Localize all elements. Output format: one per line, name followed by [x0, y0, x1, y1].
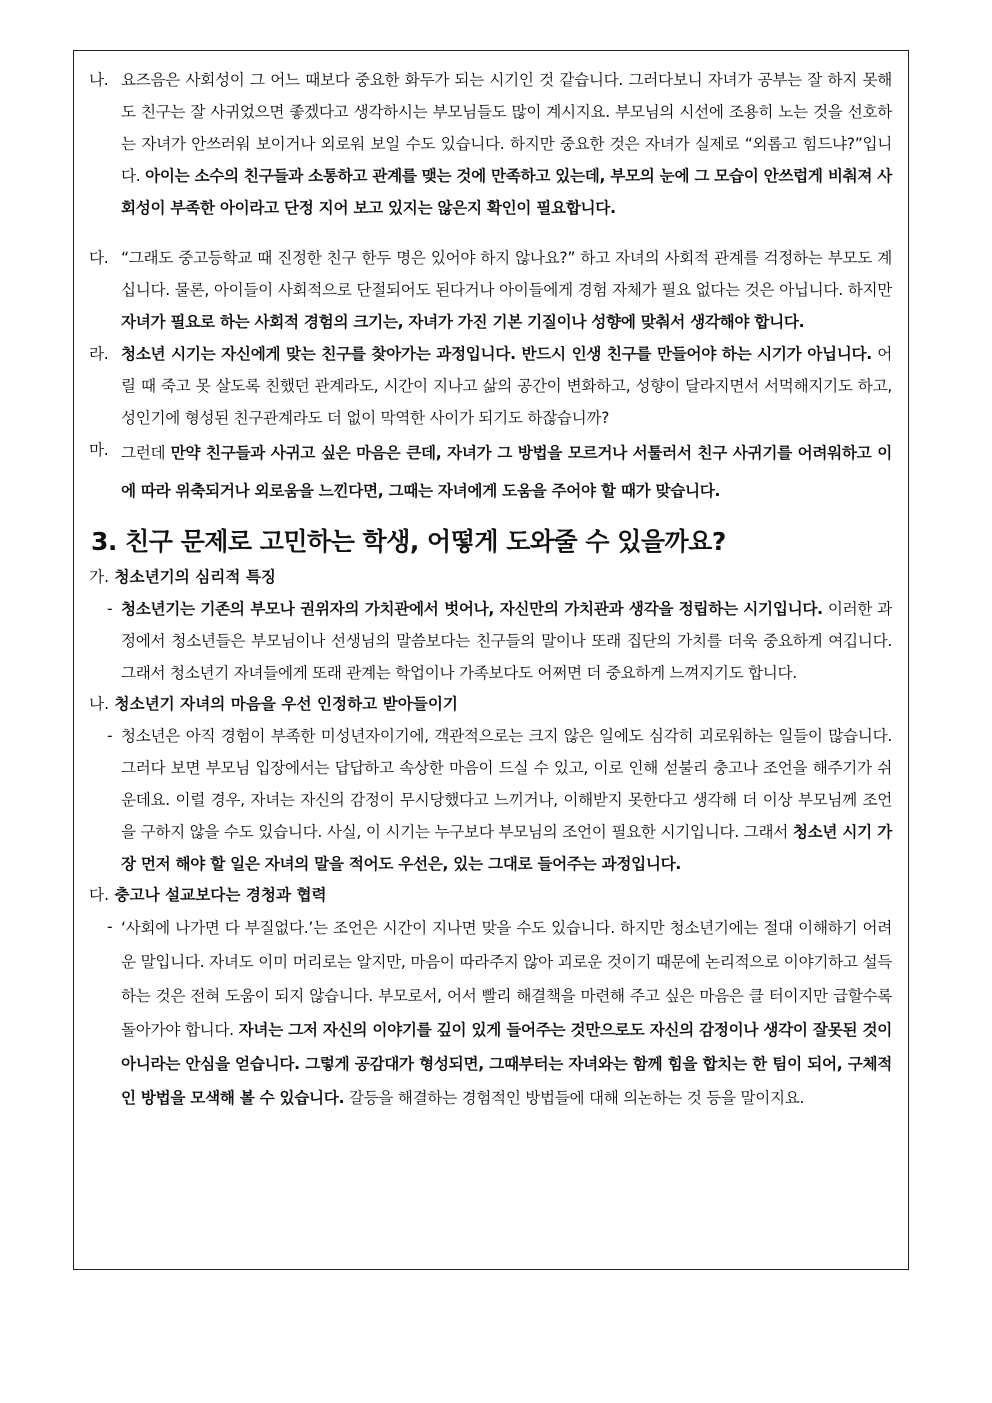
bullet-dash: -: [107, 600, 113, 618]
list-item-ma: [89, 434, 892, 510]
item-marker: 마.: [89, 441, 109, 459]
sub-heading-text: 충고나 설교보다는 경청과 협력: [114, 886, 327, 904]
bullet-emphasis: 청소년 시기 가장 먼저 해야 할 일은 자녀의 말을 적어도 우선은, 있는 그대로 들어주는 과정입니다.: [121, 823, 892, 873]
sub-heading-text: 청소년기 자녀의 마음을 우선 인정하고 받아들이기: [114, 695, 458, 713]
list-item-ra: [89, 338, 892, 434]
item-text: 그런데: [121, 444, 166, 462]
sub-marker: 나.: [89, 695, 110, 713]
bullet-emphasis: 자녀는 그저 자신의 이야기를 깊이 있게 들어주는 것만으로도 자신의 감정이나 생각이 잘못된 것이 아니라는 안심을 얻습니다. 그렇게 공감대가 형성되면, 그때부터는 자녀와는 함께 힘을 합치는 한 팀이 되어, 구체적인 방법을 모색해 볼 수 있습니다.: [121, 1021, 892, 1107]
item-marker: 라.: [89, 345, 109, 363]
list-item-da: [89, 242, 892, 338]
sub-heading-text: 청소년기의 심리적 특징: [114, 568, 276, 586]
bullet-text: ‘사회에 나가면 다 부질없다.’는 조언은 시간이 지나면 맞을 수도 있습니다. 하지만 청소년기에는 절대 이해하기 어려운 말입니다. 자녀도 이미 머리로는 알지만, 마음이 따라주지 않아 괴로운 것이기 때문에 논리적으로 이야기하고 설득하는 것은 전혀 도움이 되지 않습니다. 부모로서, 어서 빨리 해결책을 마련해 주고 싶은 마음은 클 터이지만 급할수록 돌아가야 합니다.: [121, 919, 892, 1039]
bullet-text: 이러한 과정에서 청소년들은 부모님이나 선생님의 말씀보다는 친구들의 말이나 또래 집단의 가치를 더욱 중요하게 여깁니다. 그래서 청소년기 자녀들에게 또래 관계는 학업이나 가족보다도 어쩌면 더 중요하게 느껴지기도 합니다.: [121, 600, 892, 682]
content-frame: [73, 50, 909, 1270]
bullet-tail-text: 갈등을 해결하는 경험적인 방법들에 대해 의논하는 것 등을 말이지요.: [348, 1089, 805, 1107]
sub-heading-da: [89, 880, 892, 911]
sub-marker: 가.: [89, 568, 110, 586]
bullet-dash: -: [107, 727, 113, 745]
item-text: 요즈음은 사회성이 그 어느 때보다 중요한 화두가 되는 시기인 것 같습니다. 그러다보니 자녀가 공부는 잘 하지 못해도 친구는 잘 사귀었으면 좋겠다고 생각하시는 부모님들도 많이 계시지요. 부모님의 시선에 조용히 노는 것을 선호하는 자녀가 안쓰러워 보이거나 외로워 보일 수도 있습니다. 하지만 중요한 것은 자녀가 실제로 “외롭고 힘드냐?”입니다.: [121, 71, 892, 185]
sub-heading-ga: [89, 562, 892, 593]
item-marker: 나.: [89, 71, 109, 89]
bullet-dash: -: [107, 918, 113, 936]
bullet-item: [89, 911, 892, 1115]
bullet-item: [89, 720, 892, 880]
bullet-emphasis: 청소년기는 기존의 부모나 권위자의 가치관에서 벗어나, 자신만의 가치관과 생각을 정립하는 시기입니다.: [121, 600, 823, 618]
sub-heading-na: [89, 689, 892, 720]
item-marker: 다.: [89, 249, 109, 267]
bullet-text: 청소년은 아직 경험이 부족한 미성년자이기에, 객관적으로는 크지 않은 일에도 심각히 괴로워하는 일들이 많습니다. 그러다 보면 부모님 입장에서는 답답하고 속상한 마음이 드실 수 있고, 이로 인해 섣불리 충고나 조언을 해주기가 쉬운데요. 이럴 경우, 자녀는 자신의 감정이 무시당했다고 느끼거나, 이해받지 못한다고 생각해 더 이상 부모님께 조언을 구하지 않을 수도 있습니다. 사실, 이 시기는 누구보다 부모님의 조언이 필요한 시기입니다. 그래서: [121, 727, 892, 841]
item-emphasis: 아이는 소수의 친구들과 소통하고 관계를 맺는 것에 만족하고 있는데, 부모의 눈에 그 모습이 안쓰럽게 비춰져 사회성이 부족한 아이라고 단정 지어 보고 있지는 않은지 확인이 필요합니다.: [121, 167, 893, 217]
item-emphasis: 만약 친구들과 사귀고 싶은 마음은 큰데, 자녀가 그 방법을 모르거나 서툴러서 친구 사귀기를 어려워하고 이에 따라 위축되거나 외로움을 느낀다면, 그때는 자녀에게 도움을 주어야 할 때가 맞습니다.: [121, 444, 892, 500]
item-emphasis: 자녀가 필요로 하는 사회적 경험의 크기는, 자녀가 가진 기본 기질이나 성향에 맞춰서 생각해야 합니다.: [121, 313, 805, 331]
item-text: “그래도 중고등학교 때 진정한 친구 한두 명은 있어야 하지 않나요?” 하고 자녀의 사회적 관계를 걱정하는 부모도 계십니다. 물론, 아이들이 사회적으로 단절되어도 된다거나 아이들에게 경험 자체가 필요 없다는 것은 아닙니다. 하지만: [121, 249, 892, 299]
bullet-item: [89, 593, 892, 689]
sub-marker: 다.: [89, 886, 110, 904]
item-text: 어릴 때 죽고 못 살도록 친했던 관계라도, 시간이 지나고 삶의 공간이 변화하고, 성향이 달라지면서 서먹해지기도 하고, 성인기에 형성된 친구관계라도 더 없이 막역한 사이가 되기도 하잖습니까?: [121, 345, 892, 427]
item-emphasis: 청소년 시기는 자신에게 맞는 친구를 찾아가는 과정입니다. 반드시 인생 친구를 만들어야 하는 시기가 아닙니다.: [121, 345, 872, 363]
list-item-na: [89, 64, 892, 224]
section-title: 3. 친구 문제로 고민하는 학생, 어떻게 도와줄 수 있을까요?: [91, 527, 726, 556]
